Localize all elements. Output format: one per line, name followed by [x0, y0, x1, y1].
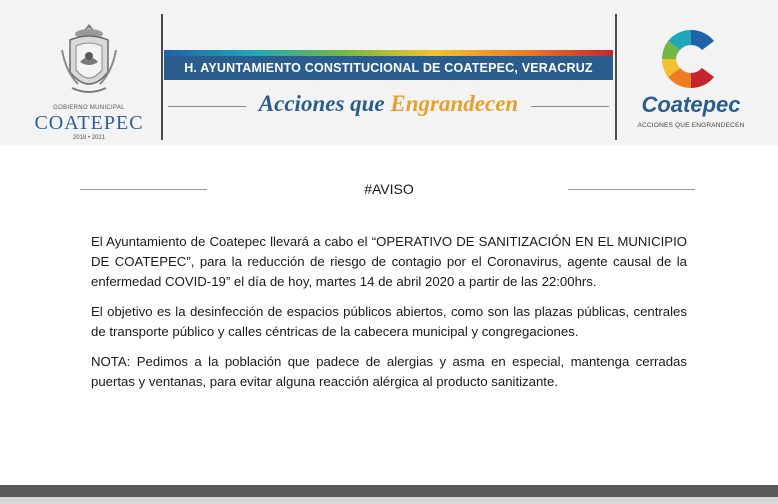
paragraph-objective: El objetivo es la desinfección de espacios públicos abiertos, como son las plazas públicas, centrales de transporte público y calles céntricas de la cabecera municipal y congregaciones. — [91, 304, 687, 339]
footer-bar-dark — [0, 485, 778, 497]
colorful-c-logo-icon — [658, 26, 724, 92]
divider-right — [615, 14, 617, 140]
footer-bar-light — [0, 497, 778, 504]
coatepec-brand-logo — [636, 26, 746, 138]
slogan-text-gold: Engrandecen — [390, 91, 519, 116]
municipal-government-logo — [30, 22, 148, 142]
notice-body — [91, 232, 687, 402]
divider-left — [161, 14, 163, 140]
council-title: H. AYUNTAMIENTO CONSTITUCIONAL DE COATEPEC, VERACRUZ — [164, 56, 613, 80]
notice-heading-row — [0, 178, 778, 200]
header-banner — [0, 0, 778, 145]
coat-of-arms-icon — [58, 22, 120, 102]
slogan — [164, 88, 613, 120]
header-title-band — [164, 14, 613, 140]
slogan-text-blue: Acciones que — [258, 91, 391, 116]
brand-name: Coatepec — [641, 92, 741, 117]
paragraph-announcement: El Ayuntamiento de Coatepec llevará a cabo el “OPERATIVO DE SANITIZACIÓN EN EL MUNICIPIO DE COATEPEC”, para la reducción de riesgo de contagio por el Coronavirus, agente causal de la enfermedad COVID-19” el día de hoy, martes 14 de abril 2020 a partir de las 22:00hrs. — [91, 234, 687, 289]
government-label: GOBIERNO MUNICIPAL — [53, 105, 125, 111]
notice-title: #AVISO — [364, 181, 414, 197]
administration-years: 2018 • 2021 — [72, 135, 106, 141]
slogan-rule-right — [531, 106, 609, 107]
paragraph-note: NOTA: Pedimos a la población que padece de alergias y asma en especial, mantenga cerradas puertas y ventanas, para evitar alguna reacción alérgica al producto sanitizante. — [91, 354, 687, 389]
brand-tagline: ACCIONES QUE ENGRANDECEN — [637, 122, 745, 129]
heading-rule-right — [568, 189, 695, 190]
municipality-name: COATEPEC — [34, 112, 144, 134]
